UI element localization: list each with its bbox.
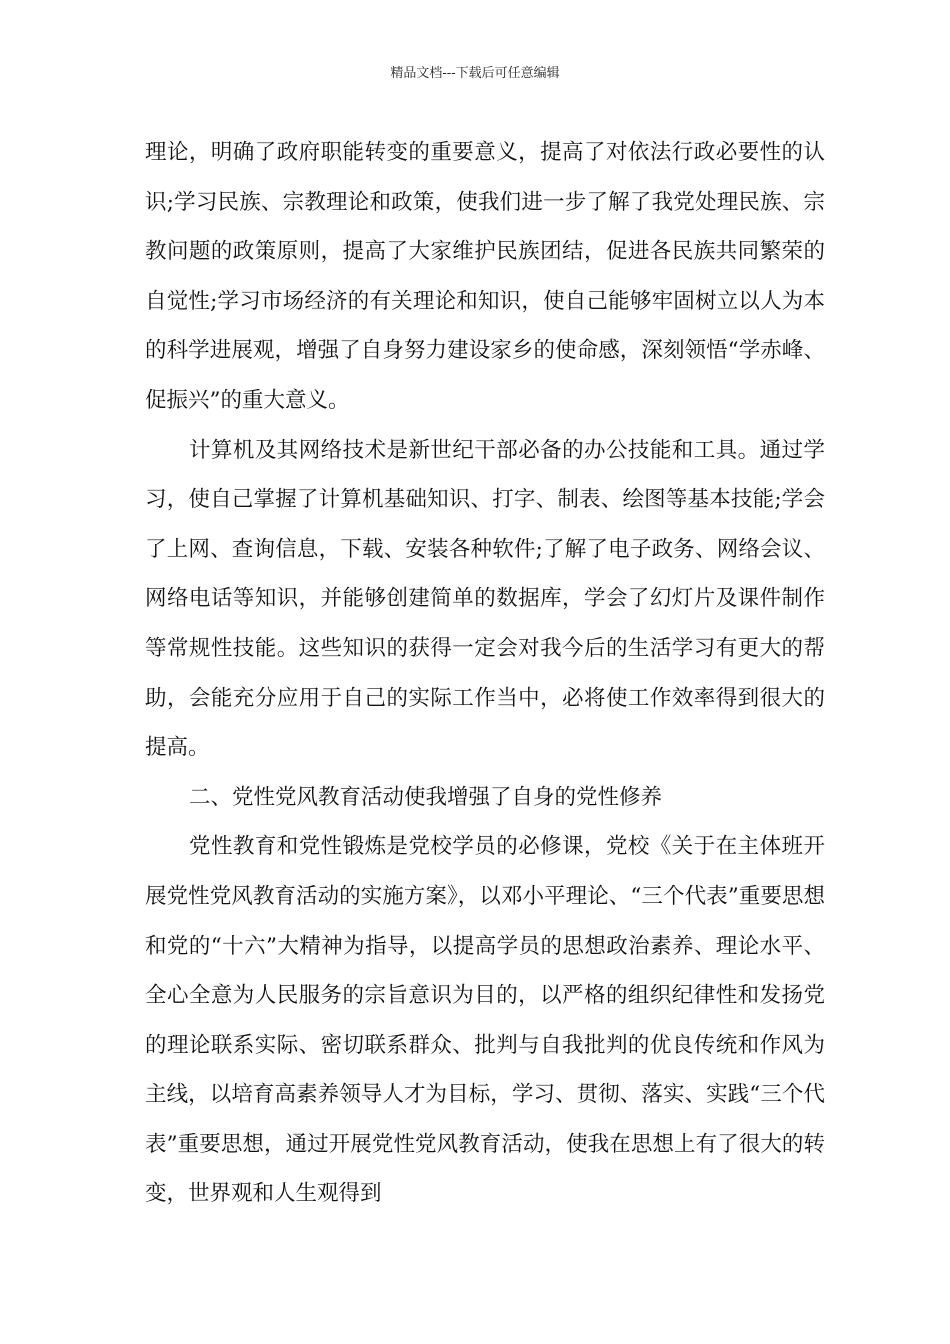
paragraph-2: 计算机及其网络技术是新世纪干部必备的办公技能和工具。通过学习，使自己掌握了计算机基础知识、打字、制表、绘图等基本技能;学会了上网、查询信息，下载、安装各种软件;了解了电子政务、网络会议、网络电话等知识，并能够创建简单的数据库，学会了幻灯片及课件制作等常规性技能。这些知识的获得一定会对我今后的生活学习有更大的帮助，会能充分应用于自己的实际工作当中，必将使工作效率得到很大的提高。	[145, 437, 825, 761]
paragraph-3: 党性教育和党性锻炼是党校学员的必修课，党校《关于在主体班开展党性党风教育活动的实施方案》，以邓小平理论、“三个代表”重要思想和党的“十六”大精神为指导，以提高学员的思想政治素养、理论水平、全心全意为人民服务的宗旨意识为目的，以严格的组织纪律性和发扬党的理论联系实际、密切联系群众、批判与自我批判的优良传统和作风为主线，以培育高素养领导人才为目标，学习、贯彻、落实、实践“三个代表”重要思想，通过开展党性党风教育活动，使我在思想上有了很大的转变，世界观和人生观得到	[145, 834, 825, 1207]
paragraph-1: 理论，明确了政府职能转变的重要意义，提高了对依法行政必要性的认识;学习民族、宗教理论和政策，使我们进一步了解了我党处理民族、宗教问题的政策原则，提高了大家维护民族团结，促进各民族共同繁荣的自觉性;学习市场经济的有关理论和知识，使自己能够牢固树立以人为本的科学进展观，增强了自身努力建设家乡的使命感，深刻领悟“学赤峰、促振兴”的重大意义。	[145, 140, 825, 413]
page-header: 精品文档---下载后可任意编辑	[390, 66, 560, 81]
document-body	[145, 128, 825, 1219]
section-heading: 二、党性党风教育活动使我增强了自身的党性修养	[189, 784, 663, 810]
